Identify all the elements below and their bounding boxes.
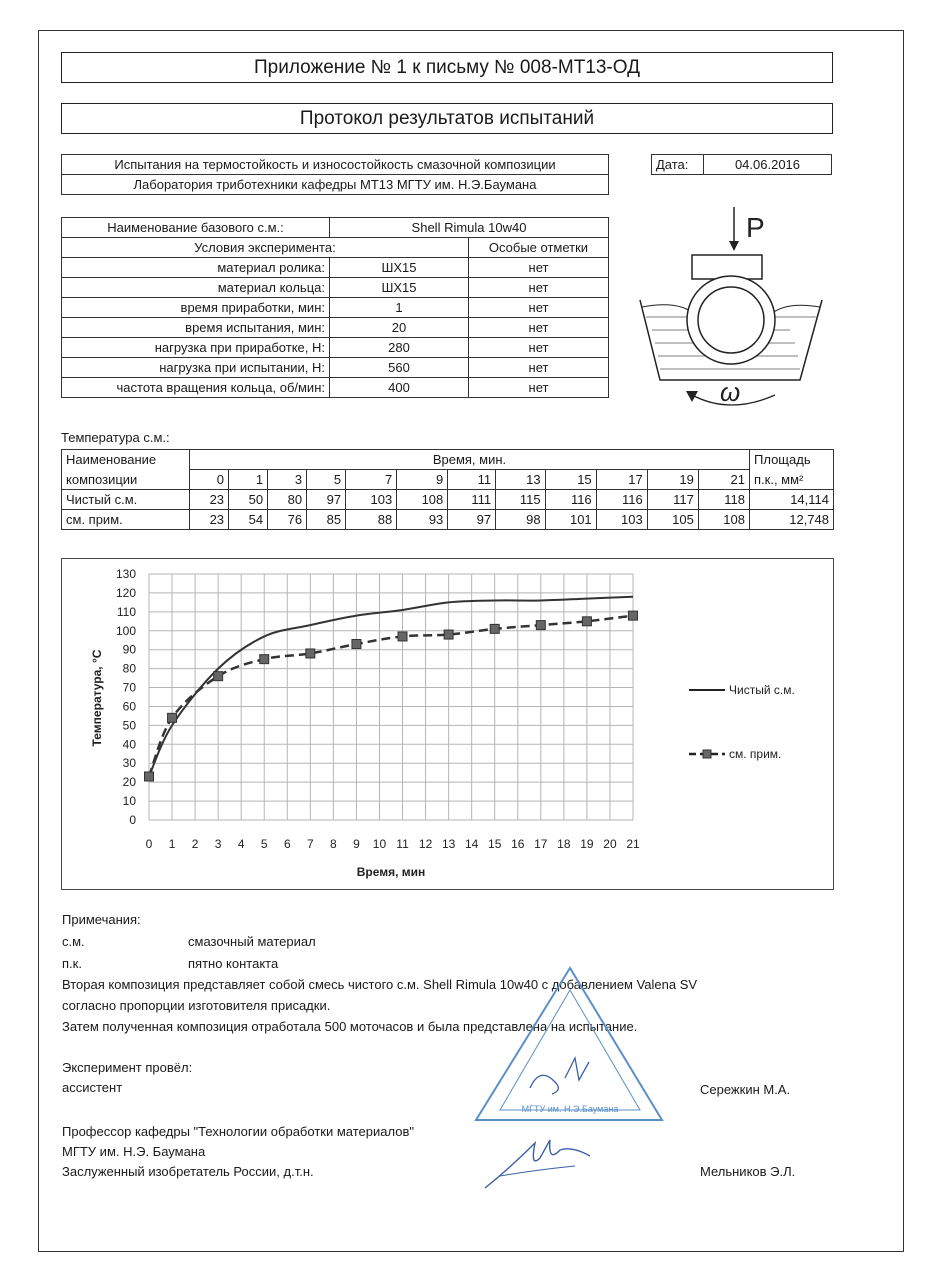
data-point-marker [306, 649, 315, 658]
time-cell: 21 [698, 470, 749, 490]
area-header-2: п.к., мм² [750, 470, 834, 490]
x-tick-label: 5 [260, 837, 268, 851]
temp-cell: 97 [448, 510, 496, 530]
x-tick-label: 4 [237, 837, 245, 851]
cond-note: нет [469, 378, 609, 398]
table-row [62, 278, 609, 298]
date-table [651, 154, 832, 175]
table-row [62, 510, 834, 530]
x-tick-label: 19 [580, 837, 594, 851]
name-header-2: композиции [62, 470, 190, 490]
conducted-label: Эксперимент провёл: [62, 1060, 193, 1075]
data-point-marker [260, 655, 269, 664]
temp-cell: 85 [307, 510, 346, 530]
temp-cell: 117 [647, 490, 698, 510]
y-tick-label: 40 [122, 737, 136, 752]
data-point-marker [490, 624, 499, 633]
data-point-marker [214, 672, 223, 681]
info-line-1: Испытания на термостойкость и износостойкость смазочной композиции [62, 155, 609, 175]
data-point-marker [352, 640, 361, 649]
cond-note: нет [469, 258, 609, 278]
temp-cell: 115 [496, 490, 545, 510]
cond-value: ШХ15 [330, 278, 469, 298]
table-row [62, 338, 609, 358]
abbr-pk: п.к. [62, 956, 82, 971]
notes-title: Примечания: [62, 912, 141, 927]
y-tick-label: 130 [115, 567, 136, 581]
x-axis-label: Время, мин [356, 865, 426, 879]
temp-cell: 105 [647, 510, 698, 530]
data-point-marker [444, 630, 453, 639]
cond-note: нет [469, 278, 609, 298]
temp-cell: 111 [448, 490, 496, 510]
cond-label: нагрузка при испытании, Н: [62, 358, 330, 378]
time-cell: 3 [268, 470, 307, 490]
info-table [61, 154, 609, 195]
legend-label-mix: см. прим. [729, 747, 782, 761]
data-point-marker [582, 617, 591, 626]
x-tick-label: 13 [441, 837, 456, 851]
x-tick-label: 0 [145, 837, 153, 851]
temp-cell: 103 [596, 510, 647, 530]
x-tick-label: 15 [488, 837, 502, 851]
x-tick-label: 6 [283, 837, 291, 851]
time-cell: 13 [496, 470, 545, 490]
x-tick-label: 11 [396, 837, 409, 851]
y-tick-label: 20 [122, 775, 136, 790]
professor-line-3: Заслуженный изобретатель России, д.т.н. [62, 1164, 314, 1179]
abbr-sm-def: смазочный материал [188, 934, 316, 949]
row-name: Чистый с.м. [62, 490, 190, 510]
cond-label: время испытания, мин: [62, 318, 330, 338]
y-axis-label: Температура, °С [90, 649, 104, 747]
cond-value: ШХ15 [330, 258, 469, 278]
professor-line-1: Профессор кафедры "Технологии обработки материалов" [62, 1124, 414, 1139]
temp-cell: 101 [545, 510, 596, 530]
y-tick-label: 120 [115, 585, 136, 600]
time-cell: 11 [448, 470, 496, 490]
protocol-title: Протокол результатов испытаний [61, 103, 833, 134]
time-header: Время, мин. [190, 450, 750, 470]
row-name: см. прим. [62, 510, 190, 530]
load-label: P [746, 212, 765, 243]
data-point-marker [145, 772, 154, 781]
x-tick-label: 8 [330, 837, 337, 851]
table-row [62, 358, 609, 378]
time-cell: 15 [545, 470, 596, 490]
y-tick-label: 50 [122, 718, 136, 733]
data-point-marker [398, 632, 407, 641]
cond-value: 560 [330, 358, 469, 378]
time-cell: 19 [647, 470, 698, 490]
x-tick-label: 1 [168, 837, 176, 851]
x-tick-label: 3 [214, 837, 222, 851]
conditions-table [61, 217, 609, 398]
assistant-name: Сережкин М.А. [700, 1082, 791, 1097]
cond-label: частота вращения кольца, об/мин: [62, 378, 330, 398]
x-tick-label: 17 [534, 837, 548, 851]
temp-cell: 97 [307, 490, 346, 510]
temp-cell: 98 [496, 510, 545, 530]
temp-cell: 50 [229, 490, 268, 510]
test-scheme-diagram [630, 205, 830, 420]
cond-label: материал ролика: [62, 258, 330, 278]
name-header-1: Наименование [62, 450, 190, 470]
cond-label: материал кольца: [62, 278, 330, 298]
y-tick-label: 70 [122, 680, 136, 695]
base-label: Наименование базового с.м.: [62, 218, 330, 238]
time-cell: 5 [307, 470, 346, 490]
info-line-2: Лаборатория триботехники кафедры МТ13 МГТУ им. Н.Э.Баумана [62, 175, 609, 195]
cond-value: 20 [330, 318, 469, 338]
table-row [62, 490, 834, 510]
cond-label: нагрузка при приработке, Н: [62, 338, 330, 358]
omega-label: ω [720, 377, 741, 407]
x-tick-label: 2 [191, 837, 199, 851]
legend-label-pure: Чистый с.м. [729, 683, 795, 697]
table-row [62, 378, 609, 398]
y-tick-label: 60 [122, 699, 136, 714]
base-value: Shell Rimula 10w40 [330, 218, 609, 238]
area-header-1: Площадь [750, 450, 834, 470]
temp-cell: 108 [698, 510, 749, 530]
date-label: Дата: [652, 155, 704, 175]
date-value: 04.06.2016 [704, 155, 832, 175]
cond-note: нет [469, 318, 609, 338]
cond-value: 280 [330, 338, 469, 358]
abbr-pk-def: пятно контакта [188, 956, 279, 971]
table-row [62, 298, 609, 318]
table-row [62, 318, 609, 338]
temp-cell: 118 [698, 490, 749, 510]
cond-value: 400 [330, 378, 469, 398]
temp-cell: 80 [268, 490, 307, 510]
data-point-marker [168, 713, 177, 722]
y-tick-label: 0 [129, 813, 136, 827]
table-row [62, 258, 609, 278]
time-cell: 0 [190, 470, 229, 490]
cond-header: Условия эксперимента: [62, 238, 469, 258]
load-arrow-head [729, 241, 739, 251]
abbr-sm: с.м. [62, 934, 85, 949]
cond-value: 1 [330, 298, 469, 318]
stamp-text: МГТУ им. Н.Э.Баумана [521, 1104, 619, 1114]
temp-caption: Температура с.м.: [61, 430, 170, 445]
x-tick-label: 7 [306, 837, 314, 851]
time-cell: 17 [596, 470, 647, 490]
temp-cell: 93 [397, 510, 448, 530]
y-tick-label: 90 [122, 642, 136, 657]
assistant-role: ассистент [62, 1080, 123, 1095]
professor-line-2: МГТУ им. Н.Э. Баумана [62, 1144, 206, 1159]
cond-note: нет [469, 298, 609, 318]
cond-label: время приработки, мин: [62, 298, 330, 318]
y-tick-label: 100 [115, 623, 136, 638]
cond-note: нет [469, 338, 609, 358]
legend-marker-mix [703, 750, 711, 758]
temperature-chart [61, 558, 834, 890]
time-cell: 9 [397, 470, 448, 490]
temp-cell: 54 [229, 510, 268, 530]
x-tick-label: 21 [626, 837, 640, 851]
appendix-title: Приложение № 1 к письму № 008-МТ13-ОД [61, 52, 833, 83]
temp-cell: 116 [545, 490, 596, 510]
x-tick-label: 18 [557, 837, 571, 851]
data-point-marker [536, 621, 545, 630]
x-tick-label: 16 [511, 837, 525, 851]
x-tick-label: 20 [603, 837, 617, 851]
y-tick-label: 10 [122, 794, 136, 809]
temp-cell: 76 [268, 510, 307, 530]
notes-para-3: Затем полученная композиция отработала 500 моточасов и была представлена на испытание. [62, 1019, 638, 1034]
temp-cell: 116 [596, 490, 647, 510]
ring-outer [687, 276, 775, 364]
temp-cell: 88 [346, 510, 397, 530]
x-tick-label: 14 [464, 837, 479, 851]
temp-cell: 108 [397, 490, 448, 510]
area-cell: 12,748 [750, 510, 834, 530]
time-cell: 7 [346, 470, 397, 490]
notes-header: Особые отметки [469, 238, 609, 258]
temperature-table [61, 449, 834, 530]
university-stamp [470, 960, 670, 1130]
temp-cell: 23 [190, 510, 229, 530]
y-tick-label: 110 [116, 604, 136, 619]
x-tick-label: 12 [418, 837, 433, 851]
cond-note: нет [469, 358, 609, 378]
notes-para-2: согласно пропорции изготовителя присадки. [62, 998, 331, 1013]
x-tick-label: 10 [372, 837, 387, 851]
temp-cell: 23 [190, 490, 229, 510]
time-cell: 1 [229, 470, 268, 490]
professor-name: Мельников Э.Л. [700, 1164, 796, 1179]
area-cell: 14,114 [750, 490, 834, 510]
data-point-marker [629, 611, 638, 620]
professor-signature [480, 1128, 600, 1193]
notes-para-1: Вторая композиция представляет собой смесь чистого с.м. Shell Rimula 10w40 с добавлением Valena SV [62, 977, 698, 992]
y-tick-label: 30 [122, 756, 136, 771]
temp-cell: 103 [346, 490, 397, 510]
roller-block [692, 255, 762, 279]
x-tick-label: 9 [353, 837, 360, 851]
y-tick-label: 80 [122, 661, 136, 676]
